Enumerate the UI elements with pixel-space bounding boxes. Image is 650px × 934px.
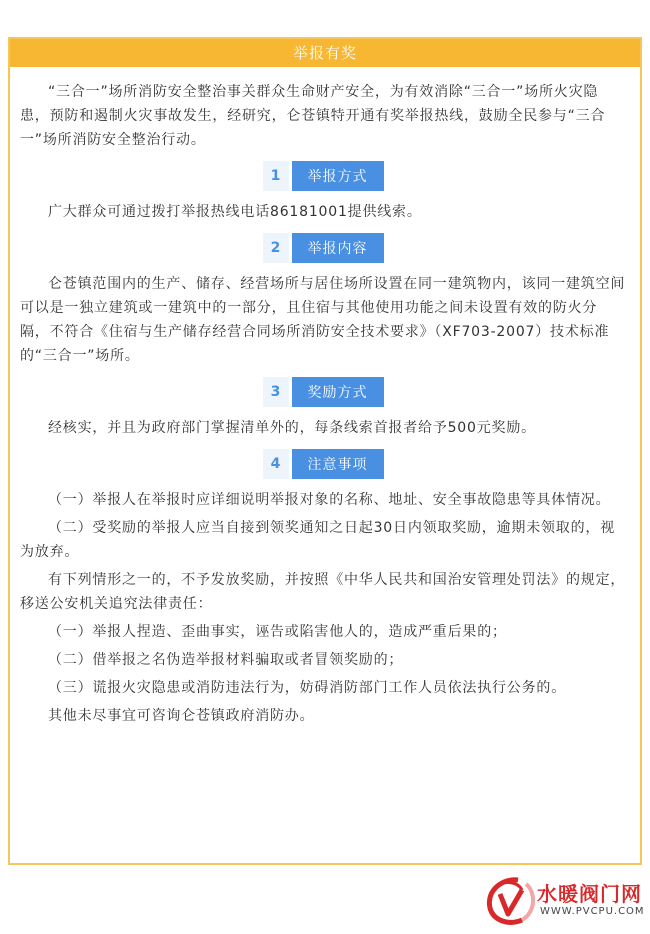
section-paragraph: （一）举报人捏造、歪曲事实，诬告或陷害他人的，造成严重后果的； [48, 624, 507, 640]
section-paragraph: （二）受奖励的举报人应当自接到领奖通知之日起30日内领取奖励，逾期未领取的，视为放弃。 [20, 520, 616, 560]
intro-paragraph: “三合一”场所消防安全整治事关群众生命财产安全，为有效消除“三合一”场所火灾隐患，预防和遏制火灾事故发生，经研究，仑苍镇特开通有奖举报热线，鼓励全民参与“三合一”场所消防安全整治行动。 [20, 84, 606, 148]
section-paragraph: （三）谎报火灾隐患或消防违法行为，妨碍消防部门工作人员依法执行公务的。 [48, 680, 566, 696]
section-paragraph: （二）借举报之名伪造举报材料骗取或者冒领奖励的； [48, 652, 404, 668]
section-label: 举报内容 [292, 233, 384, 263]
watermark-name: 水暖阀门网 [537, 882, 642, 906]
section-heading-reward [20, 377, 626, 407]
section-paragraph: 广大群众可通过拨打举报热线电话86181001提供线索。 [48, 204, 422, 220]
panel-title: 举报有奖 [10, 39, 640, 67]
section-number: 1 [263, 161, 289, 191]
section-number: 3 [263, 377, 289, 407]
watermark-url: WWW.PVCPU.COM [540, 906, 645, 917]
notice-panel [8, 37, 642, 865]
section-heading-notes [20, 449, 626, 479]
section-heading-method [20, 161, 626, 191]
section-number: 2 [263, 233, 289, 263]
section-label: 奖励方式 [292, 377, 384, 407]
section-label: 举报方式 [292, 161, 384, 191]
section-number: 4 [263, 449, 289, 479]
section-paragraph: 仑苍镇范围内的生产、储存、经营场所与居住场所设置在同一建筑物内，该同一建筑空间可以是一独立建筑或一建筑中的一部分，且住宿与其他使用功能之间未设置有效的防火分隔，不符合《住宿与生产储存经营合同场所消防安全技术要求》（XF703-2007）技术标准的“三合一”场所。 [20, 276, 626, 364]
section-paragraph: 有下列情形之一的，不予发放奖励，并按照《中华人民共和国治安管理处罚法》的规定，移送公安机关追究法律责任： [20, 572, 626, 612]
section-heading-content [20, 233, 626, 263]
section-paragraph: 经核实，并且为政府部门掌握清单外的，每条线索首报者给予500元奖励。 [48, 420, 536, 436]
section-paragraph: 其他未尽事宜可咨询仑苍镇政府消防办。 [48, 708, 315, 724]
section-label: 注意事项 [292, 449, 384, 479]
section-paragraph: （一）举报人在举报时应详细说明举报对象的名称、地址、安全事故隐患等具体情况。 [48, 492, 611, 508]
